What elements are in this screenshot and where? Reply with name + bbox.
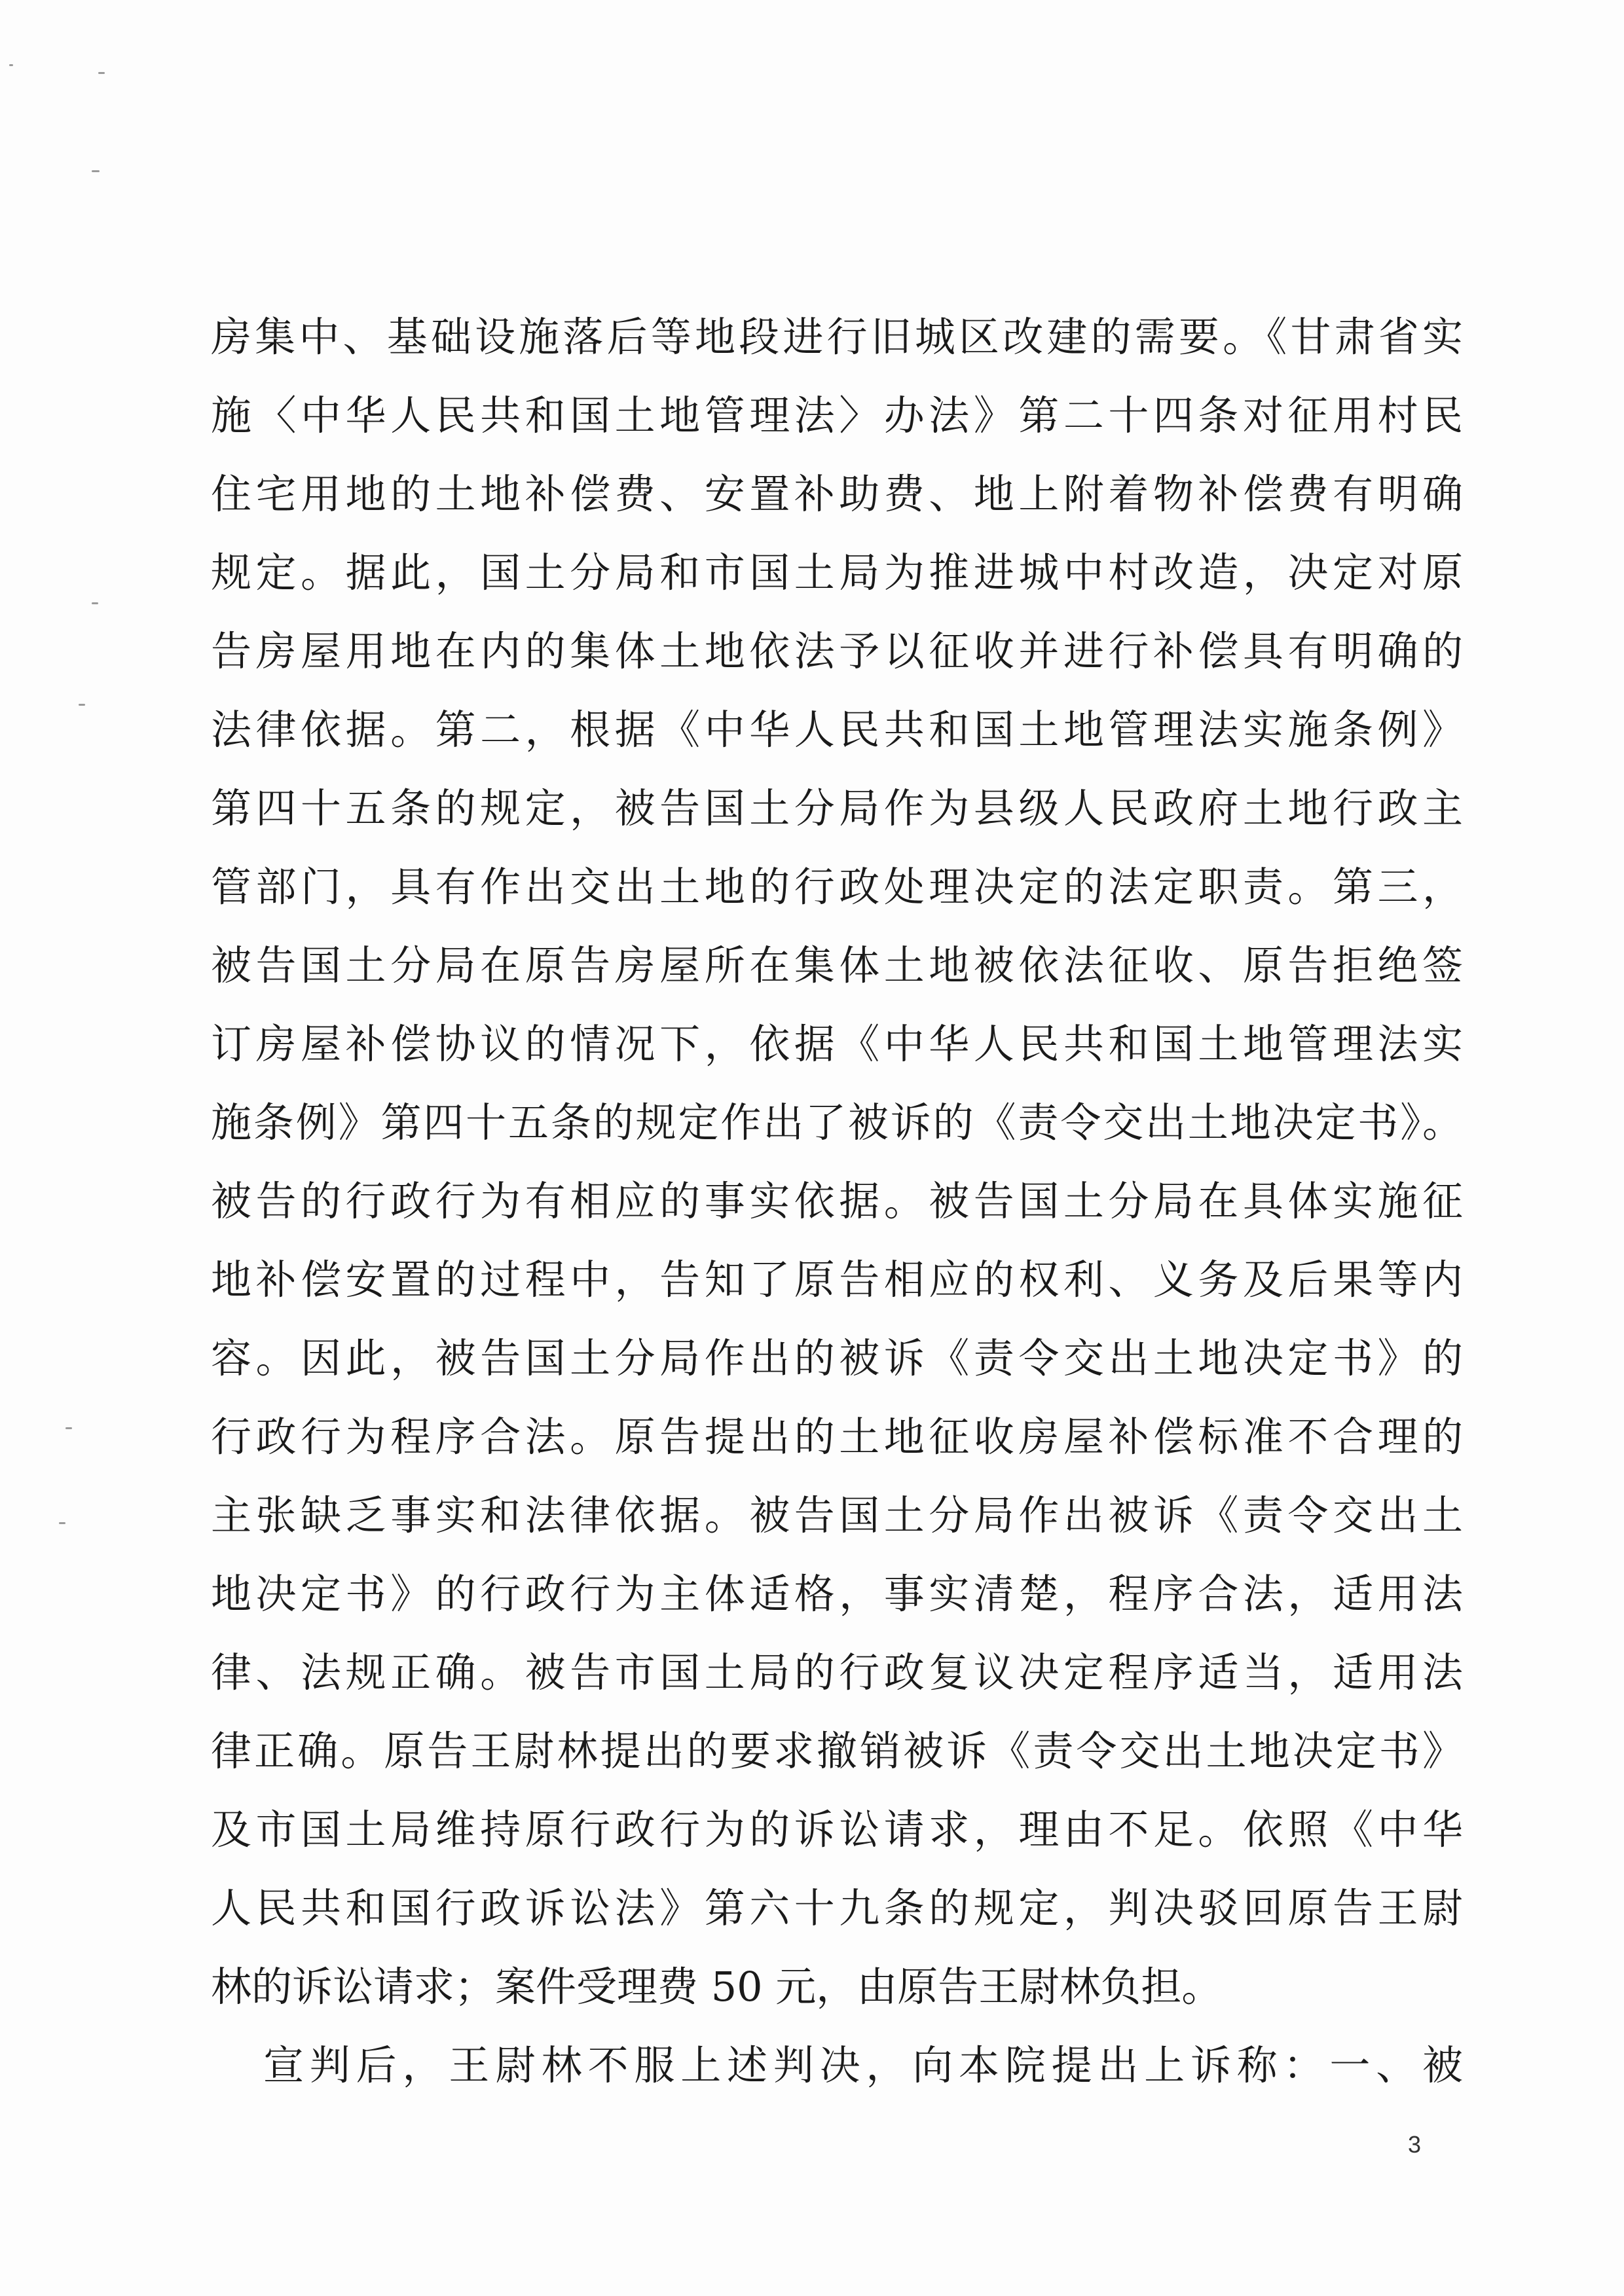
scan-speck: [92, 170, 100, 172]
scan-speck: [98, 72, 105, 74]
scan-speck: [9, 64, 13, 66]
scan-speck: [92, 602, 98, 604]
text-line: 及市国土局维持原行政行为的诉讼请求，理由不足。依照《中华: [211, 1806, 1463, 1853]
text-line: 告房屋用地在内的集体土地依法予以征收并进行补偿具有明确的: [211, 627, 1463, 675]
text-line: 住宅用地的土地补偿费、安置补助费、地上附着物补偿费有明确: [211, 470, 1463, 518]
text-line: 主张缺乏事实和法律依据。被告国土分局作出被诉《责令交出土: [211, 1491, 1463, 1539]
text-line: 管部门，具有作出交出土地的行政处理决定的法定职责。第三，: [211, 863, 1463, 911]
text-line: 房集中、基础设施落后等地段进行旧城区改建的需要。《甘肃省实: [211, 313, 1463, 361]
text-line: 行政行为程序合法。原告提出的土地征收房屋补偿标准不合理的: [211, 1413, 1463, 1461]
scan-speck: [65, 1427, 72, 1429]
scan-speck: [79, 704, 85, 706]
text-line: 林的诉讼请求；案件受理费 50 元，由原告王尉林负担。: [211, 1963, 1223, 2011]
text-line: 被告国土分局在原告房屋所在集体土地被依法征收、原告拒绝签: [211, 941, 1463, 989]
text-line: 地决定书》的行政行为主体适格，事实清楚，程序合法，适用法: [211, 1570, 1463, 1618]
text-line: 施〈中华人民共和国土地管理法〉办法》第二十四条对征用村民: [211, 392, 1463, 439]
page-number: 3: [1408, 2131, 1422, 2158]
text-line: 规定。据此，国土分局和市国土局为推进城中村改造，决定对原: [211, 549, 1463, 596]
text-line: 第四十五条的规定，被告国土分局作为县级人民政府土地行政主: [211, 784, 1463, 832]
body-text: [211, 298, 1463, 2105]
text-line: 容。因此，被告国土分局作出的被诉《责令交出土地决定书》的: [211, 1334, 1463, 1382]
text-line: 律正确。原告王尉林提出的要求撤销被诉《责令交出土地决定书》: [211, 1727, 1463, 1775]
text-line: 地补偿安置的过程中，告知了原告相应的权利、义务及后果等内: [211, 1256, 1463, 1303]
paragraph-start-line: 宣判后，王尉林不服上述判决，向本院提出上诉称：一、被: [263, 2041, 1463, 2089]
text-line: 订房屋补偿协议的情况下，依据《中华人民共和国土地管理法实: [211, 1020, 1463, 1068]
text-line: 律、法规正确。被告市国土局的行政复议决定程序适当，适用法: [211, 1649, 1463, 1696]
text-line: 人民共和国行政诉讼法》第六十九条的规定，判决驳回原告王尉: [211, 1884, 1463, 1932]
scan-speck: [59, 1522, 65, 1524]
text-line: 施条例》第四十五条的规定作出了被诉的《责令交出土地决定书》。: [211, 1099, 1463, 1146]
text-line: 法律依据。第二，根据《中华人民共和国土地管理法实施条例》: [211, 706, 1463, 754]
text-line: 被告的行政行为有相应的事实依据。被告国土分局在具体实施征: [211, 1177, 1463, 1225]
